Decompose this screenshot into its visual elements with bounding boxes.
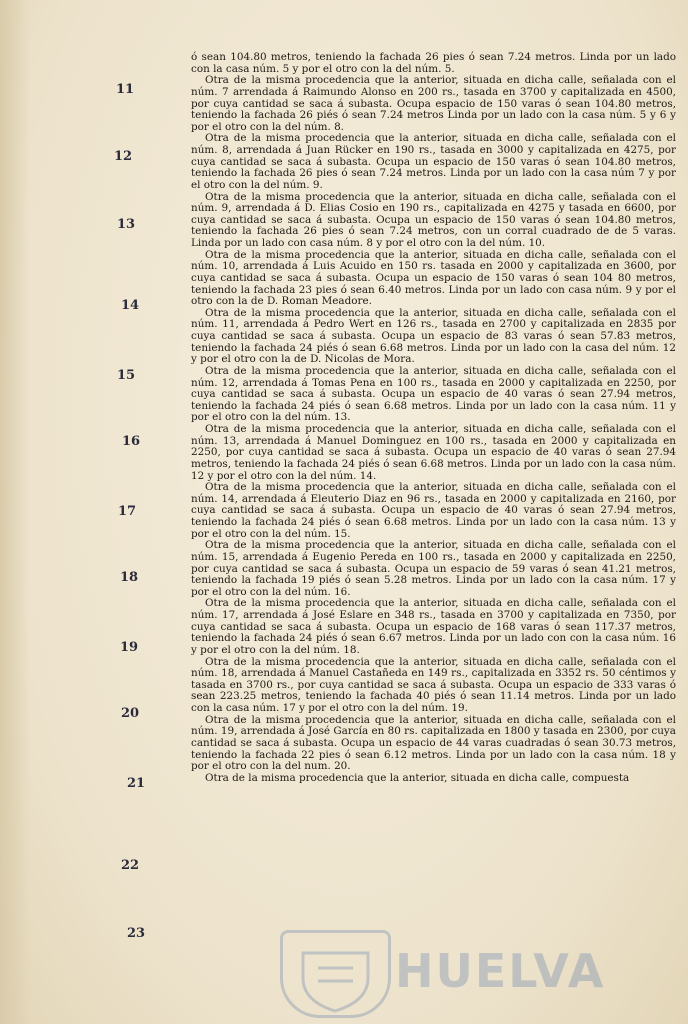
entry-paragraph-23: Otra de la misma procedencia que la anterior, situada en dicha calle, compuesta <box>205 771 630 784</box>
huelva-watermark <box>280 930 610 1010</box>
entry-number-18: 18 <box>120 570 139 585</box>
entry-paragraph-22: Otra de la misma procedencia que la anterior, situada en dicha calle, señalada con el núm. 19, arrendada á José García en 80 rs. capitalizada en 1800 y tasada en 2300, por cuya cantidad se saca á subasta. Ocupa un espacio de 44 varas cuadradas ó sean 30.73 metros, teniendo la fachada 22 pies ó sean 6.12 metros. Linda por un lado con la casa núm. 18 y por el otro con la del num. 20. <box>191 713 676 773</box>
entry-paragraph-21: Otra de la misma procedencia que la anterior, situada en dicha calle, señalada con el núm. 18, arrendada á Manuel Castañeda en 149 rs., capitalizada en 3352 rs. 50 céntimos y tasada en 3700 rs., por cuya cantidad se saca á subasta. Ocupa un espacio de 333 varas ó sean 223.25 metros, teniendo la fachada 40 piés ó sean 11.14 metros. Linda por un lado con la casa núm. 17 y por el otro con la del núm. 19. <box>191 655 676 714</box>
entry-number-19: 19 <box>120 640 139 655</box>
entry-number-14: 14 <box>121 298 140 313</box>
watermark-text: HUELVA <box>395 944 606 998</box>
coat-of-arms-icon <box>280 930 391 1018</box>
entry-paragraph-19: Otra de la misma procedencia que la anterior, situada en dicha calle, señalada con el núm. 15, arrendada á Eugenio Pereda en 100 rs., tasada en 2000 y capitalizada en 2250, por cuya cantidad se saca á subasta. Ocupa un espacio de 59 varas ó sean 41.21 metros, teniendo la fachada 19 piés ó sean 5.28 metros. Linda por un lado con la casa núm. 17 y por el otro con la del núm. 16. <box>191 539 676 598</box>
entry-paragraph-13: Otra de la misma procedencia que la anterior, situada en dicha calle, señalada con el núm. 9, arrendada á D. Elias Cosio en 190 rs., capitalizada en 4275 y tasada en 6600, por cuya cantidad se saca á subasta. Ocupa un espacio de 150 varas ó sean 104.80 metros, teniendo la fachada 26 pies ó sean 7.24 metros, con un corral cuadrado de de 5 varas. Linda por un lado con casa núm. 8 y por el otro con la del núm. 10. <box>191 190 676 249</box>
entry-number-22: 22 <box>121 858 140 873</box>
entry-paragraph-14: Otra de la misma procedencia que la anterior, situada en dicha calle, señalada con el núm. 10, arrendada á Luis Acuido en 150 rs. tasada en 2000 y capitalizada en 3600, por cuya cantidad se saca á subasta. Ocupa un espacio de 150 varas ó sean 104 80 metros, teniendo la fachada 23 pies ó sean 6.40 metros. Linda por un lado con casa núm. 9 y por el otro con la de D. Roman Meadore. <box>191 248 676 308</box>
entry-paragraph-15: Otra de la misma procedencia que la anterior, situada en dicha calle, señalada con el núm. 11, arrendada á Pedro Wert en 126 rs., tasada en 2700 y capitalizada en 2835 por cuya cantidad se saca á subasta. Ocupa un espacio de 83 varas ó sean 57.83 metros, teniendo la fachada 24 piés ó sean 6.68 metros. Linda por un lado con la casa del núm. 12 y por el otro con la de D. Nicolas de Mora. <box>191 306 676 366</box>
entry-paragraph-continued: ó sean 104.80 metros, teniendo la fachada 26 pies ó sean 7.24 metros. Linda por un lado con la casa núm. 5 y por el otro con la del núm. 5. <box>191 51 676 75</box>
entry-number-column <box>0 0 190 1024</box>
entry-paragraph-12: Otra de la misma procedencia que la anterior, situada en dicha calle, señalada con el núm. 8, arrendada á Juan Rücker en 190 rs., tasada en 3000 y capitalizada en 4275, por cuya cantidad se saca á subasta. Ocupa un espacio de 150 varas ó sean 104.80 metros, teniendo la fachada 26 pies ó sean 7.24 metros. Linda por un lado con la casa núm 7 y por el otro con la del núm. 9. <box>191 132 676 191</box>
entry-number-15: 15 <box>117 368 136 383</box>
entry-number-16: 16 <box>122 434 141 449</box>
entry-number-11: 11 <box>116 82 135 97</box>
entry-number-21: 21 <box>127 776 146 791</box>
entry-paragraph-17: Otra de la misma procedencia que la anterior, situada en dicha calle, señalada con el núm. 13, arrendada á Manuel Dominguez en 100 rs., tasada en 2000 y capitalizada en 2250, por cuya cantidad se saca á subasta. Ocupa un espacio de 40 varas ó sean 27.94 metros, teniendo la fachada 24 piés ó sean 6.68 metros. Linda por un lado con la casa núm. 12 y por el otro con la del núm. 14. <box>191 423 676 482</box>
entry-number-17: 17 <box>118 504 137 519</box>
entry-paragraph-11: Otra de la misma procedencia que la anterior, situada en dicha calle, señalada con el núm. 7 arrendada á Raimundo Alonso en 200 rs., tasada en 3700 y capitalizada en 4500, por cuya cantidad se saca á subasta. Ocupa espacio de 150 varas ó sean 104.80 metros, teniendo la fachada 26 piés ó sean 7.24 metros Linda por un lado con la casa núm. 5 y 6 y por el otro con la del núm. 8. <box>191 74 676 133</box>
entry-number-23: 23 <box>127 926 146 941</box>
document-body <box>191 52 676 784</box>
entry-paragraph-18: Otra de la misma procedencia que la anterior, situada en dicha calle, señalada con el núm. 14, arrendada á Eleuterio Diaz en 96 rs., tasada en 2000 y capitalizada en 2160, por cuya cantidad se saca á subasta. Ocupa un espacio de 40 varas ó sean 27.94 metros, teniendo la fachada 24 piés ó sean 6.68 metros. Linda por un lado con la casa núm. 13 y por el otro con la del núm. 15. <box>191 481 676 540</box>
entry-number-12: 12 <box>114 149 133 164</box>
entry-number-20: 20 <box>121 706 140 721</box>
entry-paragraph-16: Otra de la misma procedencia que la anterior, situada en dicha calle, señalada con el núm. 12, arrendada á Tomas Pena en 100 rs., tasada en 2000 y capitalizada en 2250, por cuya cantidad se saca á subasta. Ocupa un espacio de 40 varas ó sean 27.94 metros, teniendo la fachada 24 piés ó sean 6.68 metros. Linda por un lado con la casa núm. 11 y por el otro con la del núm. 13. <box>191 364 676 424</box>
entry-paragraph-20: Otra de la misma procedencia que la anterior, situada en dicha calle, señalada con el núm. 17, arrendada á José Eslare en 348 rs., tasada en 3700 y capitalizada en 7350, por cuya cantidad se saca á subasta. Ocupa un espacio de 168 varas ó sean 117.37 metros, teniendo la fachada 24 piés ó sean 6.67 metros. Linda por un lado con con la casa núm. 16 y por el otro con la del núm. 18. <box>191 597 676 656</box>
entry-number-13: 13 <box>117 217 136 232</box>
